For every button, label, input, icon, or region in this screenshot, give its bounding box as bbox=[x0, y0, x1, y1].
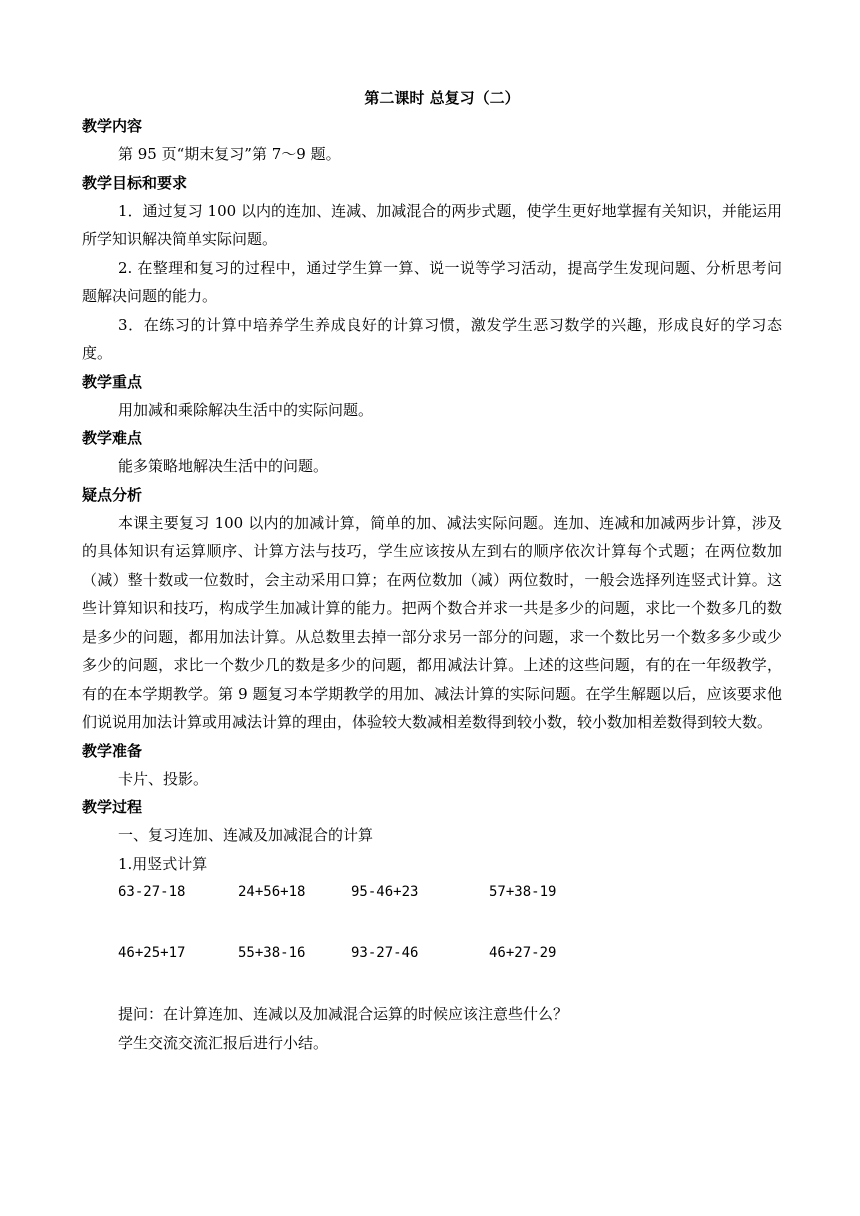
heading-analysis: 疑点分析 bbox=[82, 485, 143, 504]
spacer bbox=[82, 906, 782, 939]
process-question: 提问：在计算连加、连减以及加减混合运算的时候应该注意些什么？ bbox=[118, 1005, 569, 1023]
page-title: 第二课时 总复习（二） bbox=[364, 89, 520, 107]
analysis-text: 本课主要复习 100 以内的加减计算，简单的加、减法实际问题。连加、连减和加减两步计算，涉及的具体知识有运算顺序、计算方法与技巧，学生应该按从左到右的顺序依次计算每个式题；在两位数加（减）整十数或一位数时，会主动采用口算；在两位数加（减）两位数时，一般会选择列连竖式计算。这些计算知识和技巧，构成学生加减计算的能力。把两个数合并求一共是多少的问题，求比一个数多几的数是多少的问题，都用加法计算。从总数里去掉一部分求另一部分的问题，求一个数比另一个数多多少或少多少的问题，求比一个数少几的数是多少的问题，都用减法计算。上述的这些问题，有的在一年级教学，有的在本学期教学。第 9 题复习本学期教学的用加、减法计算的实际问题。在学生解题以后，应该要求他们说说用加法计算或用减法计算的理由，体验较大数减相差数得到较小数，较小数加相差数得到较大数。 bbox=[82, 513, 782, 731]
exercise-item: 46+27-29 bbox=[489, 945, 557, 961]
process-summary: 学生交流交流汇报后进行小结。 bbox=[118, 1033, 329, 1052]
heading-preparation: 教学准备 bbox=[82, 741, 143, 760]
goal-item-1: 1．通过复习 100 以内的连加、连减、加减混合的两步式题，使学生更好地掌握有关知识，并能运用所学知识解决简单实际问题。 bbox=[82, 201, 782, 248]
document-page bbox=[82, 84, 782, 1057]
heading-goals: 教学目标和要求 bbox=[82, 173, 188, 192]
exercise-item: 93-27-46 bbox=[351, 945, 419, 961]
exercise-item: 24+56+18 bbox=[238, 884, 306, 900]
goal-item-2: 2. 在整理和复习的过程中，通过学生算一算、说一说等学习活动，提高学生发现问题、分析思考问题解决问题的能力。 bbox=[82, 258, 782, 305]
preparation-text: 卡片、投影。 bbox=[118, 769, 209, 788]
goal-item-3: 3．在练习的计算中培养学生养成良好的计算习惯，激发学生恶习数学的兴趣，形成良好的学习态度。 bbox=[82, 315, 782, 362]
heading-key-points: 教学重点 bbox=[82, 372, 143, 391]
heading-difficulties: 教学难点 bbox=[82, 429, 143, 447]
exercise-item: 57+38-19 bbox=[489, 884, 557, 900]
content-text: 第 95 页“期末复习”第 7～9 题。 bbox=[118, 145, 341, 163]
process-step-1: 一、复习连加、连减及加减混合的计算 bbox=[118, 826, 374, 844]
exercise-item: 95-46+23 bbox=[351, 884, 419, 900]
difficulties-text: 能多策略地解决生活中的问题。 bbox=[118, 457, 329, 475]
exercise-row-2 bbox=[82, 939, 782, 967]
spacer bbox=[82, 967, 782, 1000]
exercise-item: 63-27-18 bbox=[118, 884, 186, 900]
heading-content: 教学内容 bbox=[82, 117, 143, 135]
exercise-row-1 bbox=[82, 878, 782, 906]
exercise-item: 55+38-16 bbox=[238, 945, 306, 961]
key-points-text: 用加减和乘除解决生活中的实际问题。 bbox=[118, 400, 374, 419]
exercise-item: 46+25+17 bbox=[118, 945, 186, 961]
process-sub-1: 1.用竖式计算 bbox=[118, 854, 208, 873]
heading-process: 教学过程 bbox=[82, 798, 143, 816]
